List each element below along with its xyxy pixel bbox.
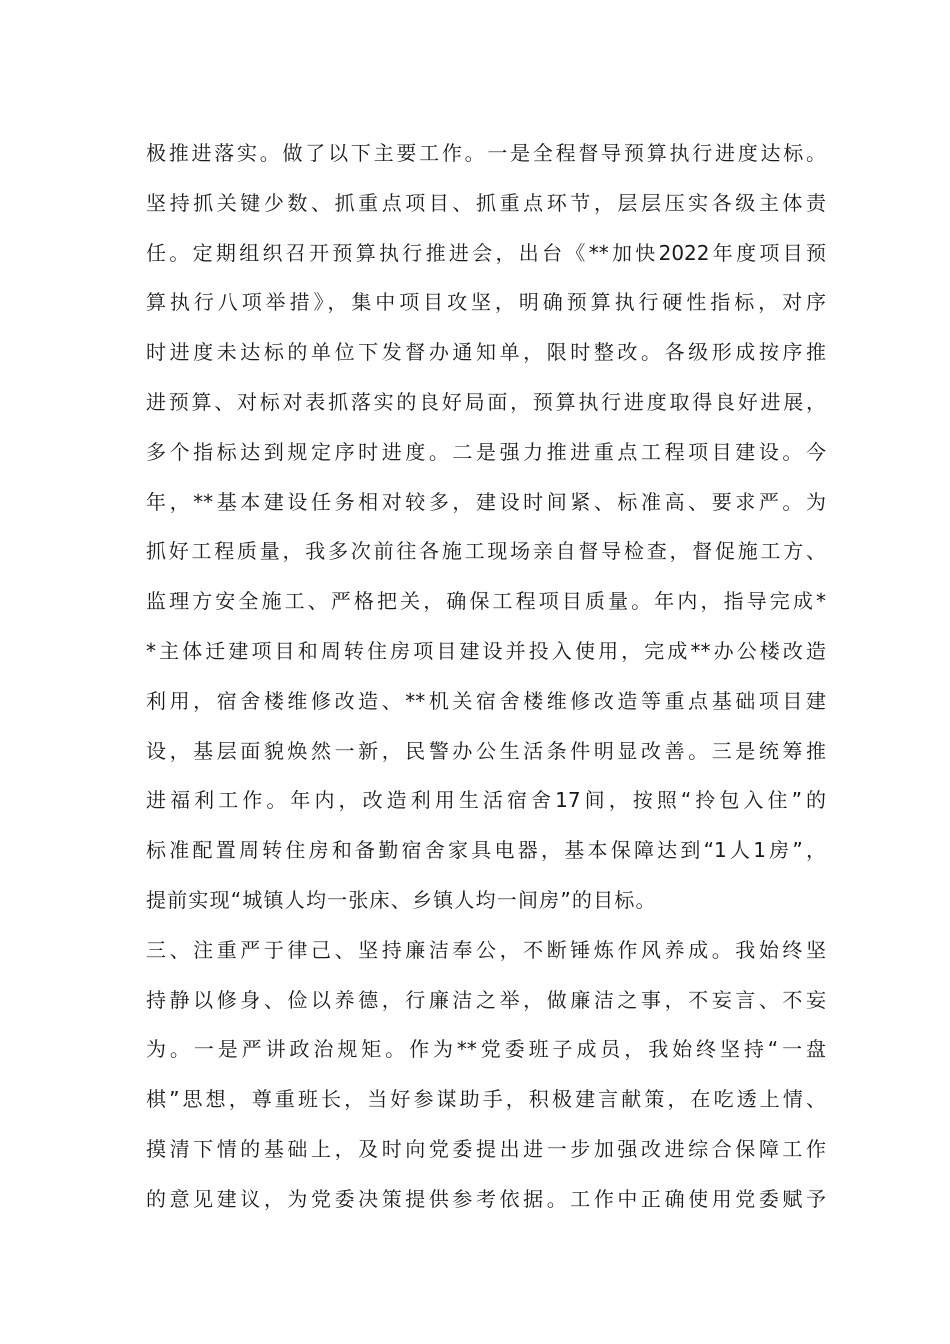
- paragraph-end-line: 提前实现“城镇人均一张床、乡镇人均一间房”的目标。: [146, 887, 657, 912]
- text-line: 利用，宿舍楼维修改造、**机关宿舍楼维修改造等重点基础项目建: [146, 688, 826, 713]
- text-line: *主体迁建项目和周转住房项目建设并投入使用，完成**办公楼改造: [146, 638, 826, 663]
- body-text: [146, 133, 826, 1229]
- text-line: 持静以修身、俭以养德，行廉洁之举，做廉洁之事，不妄言、不妄: [146, 987, 826, 1012]
- text-line: 算执行八项举措》，集中项目攻坚，明确预算执行硬性指标，对序: [146, 290, 826, 315]
- text-line: 摸清下情的基础上，及时向党委提出进一步加强改进综合保障工作: [146, 1136, 826, 1161]
- text-line: 为。一是严讲政治规矩。作为**党委班子成员，我始终坚持“一盘: [146, 1037, 826, 1062]
- section-heading-line: 三、注重严于律己、坚持廉洁奉公，不断锤炼作风养成。我始终坚: [146, 937, 826, 962]
- text-line: 年，**基本建设任务相对较多，建设时间紧、标准高、要求严。为: [146, 489, 826, 514]
- text-line: 棋”思想，尊重班长，当好参谋助手，积极建言献策，在吃透上情、: [146, 1087, 826, 1112]
- text-line: 极推进落实。做了以下主要工作。一是全程督导预算执行进度达标。: [146, 141, 826, 165]
- text-line: 标准配置周转住房和备勤宿舍家具电器，基本保障达到“1人1房”，: [146, 838, 826, 863]
- text-line: 抓好工程质量，我多次前往各施工现场亲自督导检查，督促施工方、: [146, 539, 826, 564]
- text-line: 坚持抓关键少数、抓重点项目、抓重点环节，层层压实各级主体责: [146, 190, 826, 215]
- text-line: 时进度未达标的单位下发督办通知单，限时整改。各级形成按序推: [146, 340, 826, 365]
- text-line: 监理方安全施工、严格把关，确保工程项目质量。年内，指导完成*: [146, 589, 826, 614]
- text-line: 的意见建议，为党委决策提供参考依据。工作中正确使用党委赋予: [146, 1186, 826, 1211]
- text-line: 设，基层面貌焕然一新，民警办公生活条件明显改善。三是统筹推: [146, 738, 826, 763]
- text-line: 进预算、对标对表抓落实的良好局面，预算执行进度取得良好进展，: [146, 389, 826, 414]
- text-line: 任。定期组织召开预算执行推进会，出台《**加快2022年度项目预: [146, 240, 826, 265]
- text-line: 进福利工作。年内，改造利用生活宿舍17间，按照“拎包入住”的: [146, 788, 826, 813]
- text-line: 多个指标达到规定序时进度。二是强力推进重点工程项目建设。今: [146, 439, 826, 464]
